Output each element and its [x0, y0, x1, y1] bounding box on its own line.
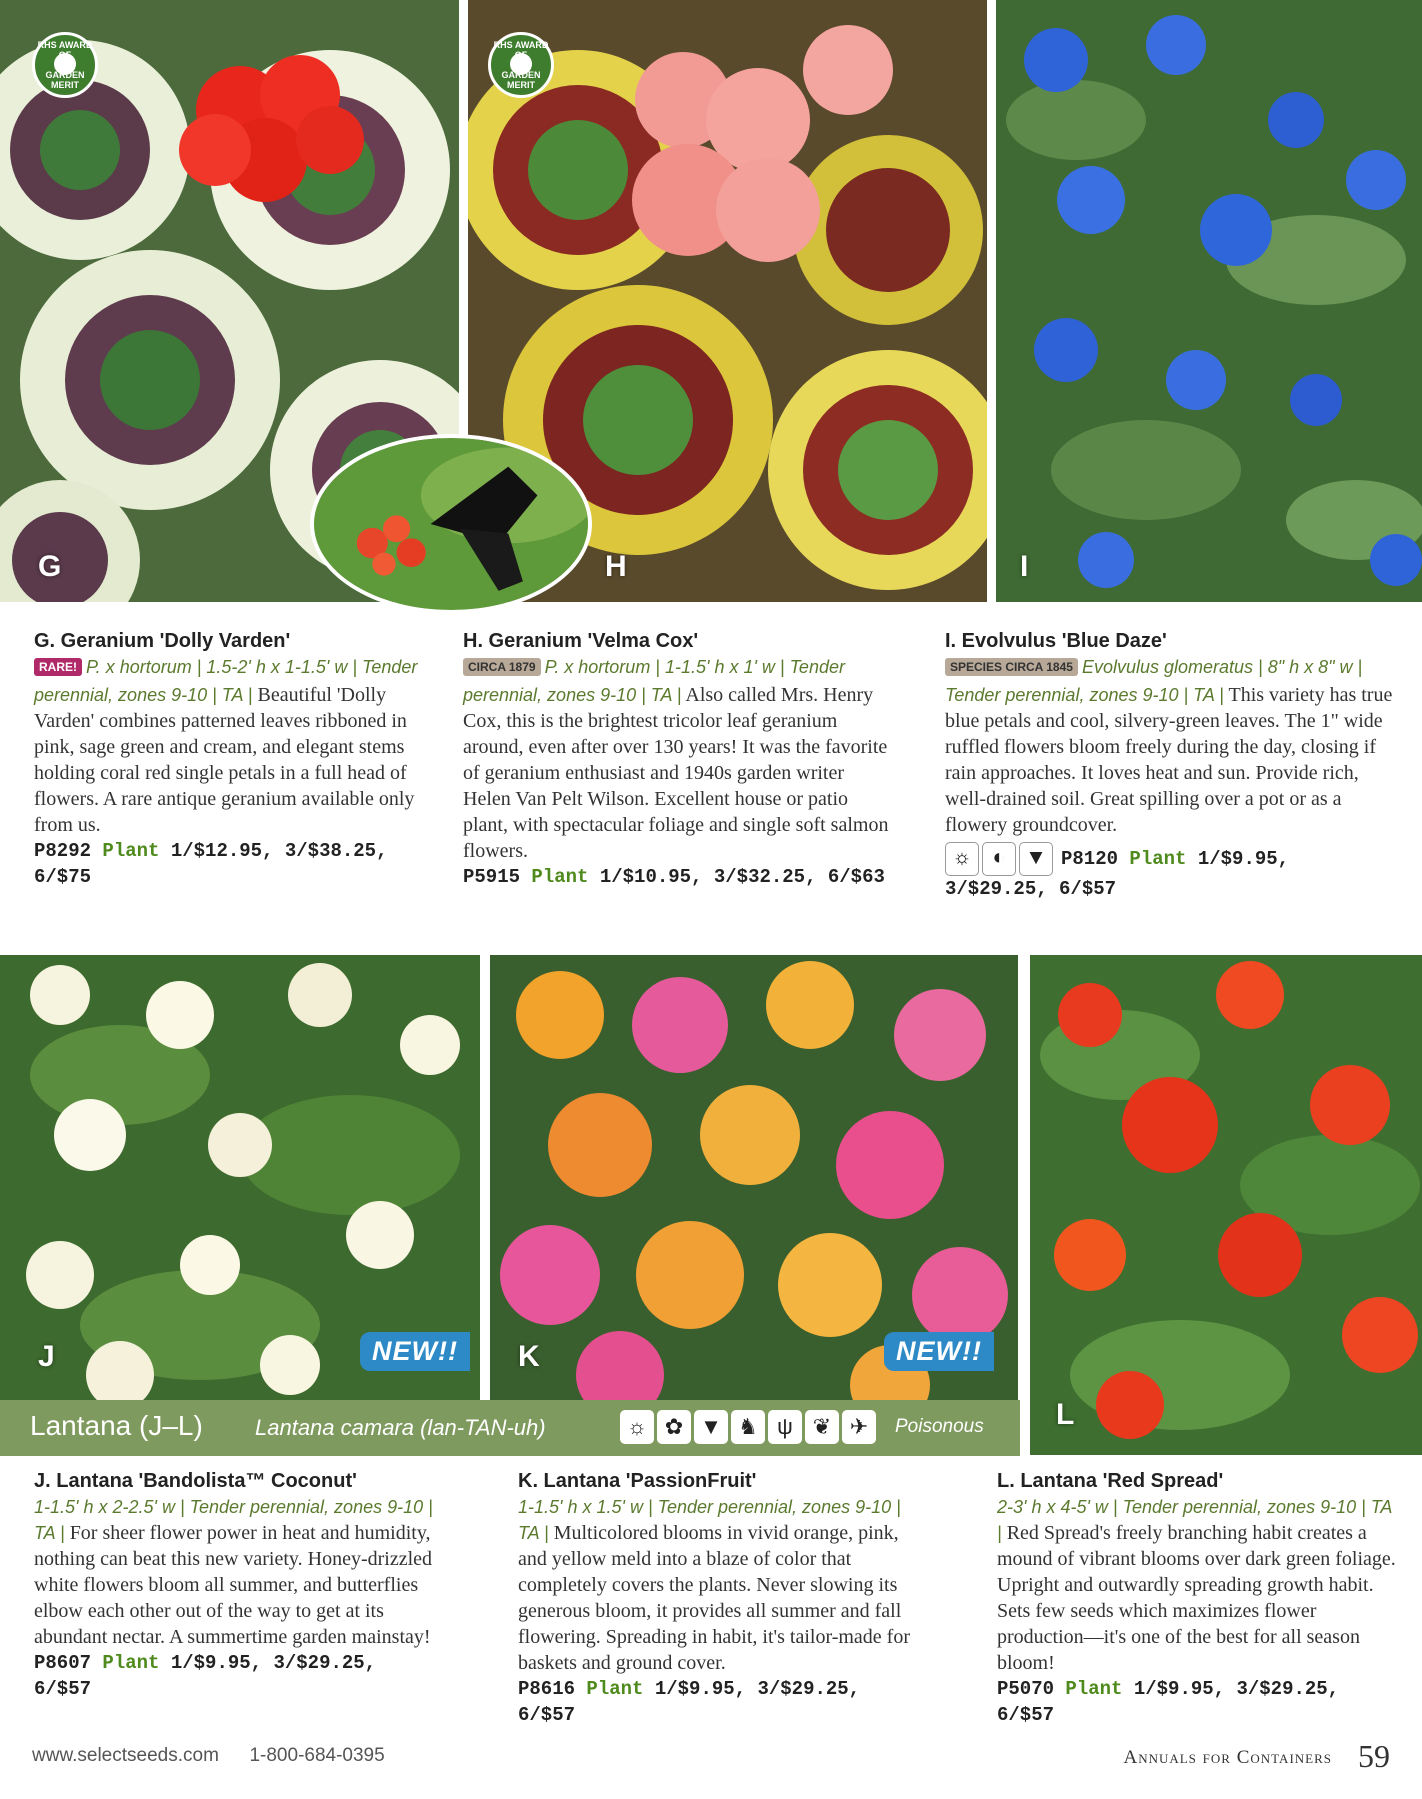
photo-letter-k: K — [518, 1340, 540, 1373]
new-badge-k: NEW!! — [884, 1332, 994, 1371]
price-line: P8616 Plant 1/$9.95, 3/$29.25, 6/$57 — [518, 1678, 861, 1726]
butterfly-inset-photo — [310, 434, 592, 614]
product-card-j — [34, 1468, 444, 1702]
product-description: Also called Mrs. Henry Cox, this is the brightest tricolor leaf geranium around, even after over 130 years! It was the favorite of geranium enthusiast and 1940s garden writer Helen Van Pelt Wilson. Excellent house or patio plant, with spectacular foliage and single soft salmon flowers. — [463, 684, 889, 862]
product-meta: 1-1.5' h x 1.5' w | Tender perennial, zones 9-10 | TA | — [518, 1497, 901, 1543]
poisonous-label: Poisonous — [895, 1416, 984, 1437]
section-title: Annuals for Containers — [1123, 1747, 1332, 1768]
product-title: J. Lantana 'Bandolista™ Coconut' — [34, 1470, 357, 1492]
banner-latin-name: Lantana camara (lan-TAN-uh) — [255, 1415, 546, 1440]
product-card-k — [518, 1468, 918, 1728]
photo-letter-j: J — [38, 1340, 55, 1373]
rare-tag: RARE! — [34, 658, 82, 676]
photo-letter-h: H — [605, 550, 627, 583]
product-description: For sheer flower power in heat and humidity, nothing can beat this new variety. Honey-drizzled white flowers bloom all summer, and butterflies elbow each other out of the way to get at its abundant nectar. A summertime garden mainstay! — [34, 1522, 433, 1648]
banner-title: Lantana (J–L) — [30, 1410, 203, 1441]
product-title: L. Lantana 'Red Spread' — [997, 1470, 1224, 1492]
product-meta: Evolvulus glomeratus | 8" h x 8" w | Tender perennial, zones 9-10 | TA | — [945, 657, 1363, 705]
price-line: P5070 Plant 1/$9.95, 3/$29.25, 6/$57 — [997, 1678, 1340, 1726]
product-description: Beautiful 'Dolly Varden' combines patterned leaves ribboned in pink, sage green and cream, and elegant stems holding coral red single petals in a full head of flowers. A rare antique geranium available only from us. — [34, 684, 415, 836]
product-title: H. Geranium 'Velma Cox' — [463, 630, 699, 652]
rhs-award-badge-h: RHS AWARD GARDEN MERIT — [488, 32, 554, 98]
product-card-g — [34, 628, 434, 890]
product-card-h — [463, 628, 893, 890]
circa-tag: SPECIES CIRCA 1845 — [945, 658, 1078, 676]
photo-evolvulus-blue-daze — [996, 0, 1422, 602]
phone-number: 1-800-684-0395 — [249, 1745, 385, 1766]
lantana-banner — [0, 1400, 1020, 1456]
product-meta: P. x hortorum | 1-1.5' h x 1' w | Tender perennial, zones 9-10 | TA | — [463, 657, 845, 705]
photo-letter-i: I — [1020, 550, 1029, 583]
product-card-l — [997, 1468, 1397, 1728]
product-description: Red Spread's freely branching habit creates a mound of vibrant blooms over dark green foliage. Upright and outwardly spreading growth habit. Sets few seeds which maximizes flower production—it's one of the best for all season bloom! — [997, 1522, 1396, 1674]
product-meta: P. x hortorum | 1.5-2' h x 1-1.5' w | Tender perennial, zones 9-10 | TA | — [34, 657, 418, 705]
product-meta: 2-3' h x 4-5' w | Tender perennial, zones 9-10 | TA | — [997, 1497, 1392, 1543]
price-line: P8607 Plant 1/$9.95, 3/$29.25, 6/$57 — [34, 1652, 377, 1700]
product-card-i — [945, 628, 1395, 902]
deer-resistant-icon: ♞ — [731, 1410, 765, 1444]
flower-icon: ✿ — [657, 1410, 691, 1444]
circa-tag: CIRCA 1879 — [463, 658, 541, 676]
product-title: G. Geranium 'Dolly Varden' — [34, 630, 291, 652]
product-title: I. Evolvulus 'Blue Daze' — [945, 630, 1167, 652]
product-description: Multicolored blooms in vivid orange, pink, and yellow meld into a blaze of color that completely covers the plants. Never slowing its generous bloom, it provides all summer and fall flowering. Spreading in habit, it's tailor-made for baskets and ground cover. — [518, 1522, 910, 1674]
product-description: This variety has true blue petals and cool, silvery-green leaves. The 1" wide ruffled flowers bloom freely during the day, closing if rain approaches. It loves heat and sun. Provide rich, well-drained soil. Great spilling over a pot or as a flowery groundcover. — [945, 684, 1393, 836]
product-meta: 1-1.5' h x 2-2.5' w | Tender perennial, zones 9-10 | TA | — [34, 1497, 433, 1543]
page-number: 59 — [1358, 1738, 1390, 1774]
photo-letter-l: L — [1056, 1398, 1075, 1431]
full-sun-icon: ☼ — [620, 1410, 654, 1444]
butterfly-icon: ❦ — [805, 1410, 839, 1444]
photo-letter-g: G — [38, 550, 62, 583]
price-line: P8292 Plant 1/$12.95, 3/$38.25, 6/$75 — [34, 840, 388, 888]
photo-lantana-red-spread — [1030, 955, 1422, 1455]
container-icon: ▼ — [1019, 842, 1053, 876]
full-sun-icon: ☼ — [945, 842, 979, 876]
part-shade-icon: ◐ — [982, 842, 1016, 876]
product-title: K. Lantana 'PassionFruit' — [518, 1470, 757, 1492]
footer-contact — [32, 1745, 385, 1767]
rhs-award-badge-g: RHS AWARD GARDEN MERIT — [32, 32, 98, 98]
container-icon: ▼ — [694, 1410, 728, 1444]
new-badge-j: NEW!! — [360, 1332, 470, 1371]
hummingbird-icon: ✈ — [842, 1410, 876, 1444]
price-line: ☼ ◐ ▼ P8120 Plant 1/$9.95, 3/$29.25, 6/$57 — [945, 842, 1395, 902]
price-line: P5915 Plant 1/$10.95, 3/$32.25, 6/$63 — [463, 866, 885, 888]
drought-tolerant-icon: ψ — [768, 1410, 802, 1444]
website-link[interactable]: www.selectseeds.com — [32, 1745, 219, 1766]
